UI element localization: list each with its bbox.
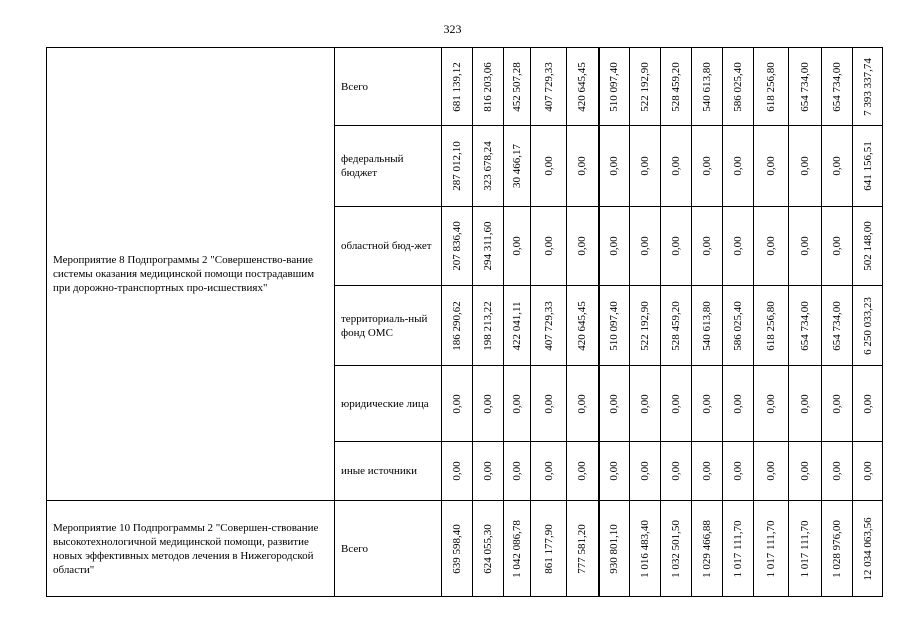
value-text: 0,00 (670, 236, 682, 256)
value-cell (853, 366, 883, 442)
value-cell (442, 207, 473, 286)
value-text: 0,00 (511, 461, 523, 481)
value-text: 930 801,10 (608, 523, 621, 574)
event-name-cell: Мероприятие 10 Подпрограммы 2 "Совершен-ствование высокотехнологичной медицинской помощи, развитие новых эффективных методов лечения в Нижегородской области" (47, 501, 335, 597)
value-text: 452 507,28 (511, 61, 523, 112)
value-text: 0,00 (701, 236, 713, 256)
value-cell (661, 126, 692, 207)
value-cell (442, 501, 473, 597)
value-text: 0,00 (511, 236, 523, 256)
value-text: 0,00 (482, 393, 494, 414)
value-text: 198 213,22 (482, 300, 494, 351)
value-text: 0,00 (861, 461, 874, 481)
value-text: 816 203,06 (482, 61, 494, 112)
value-cell (599, 442, 630, 501)
funding-source-cell: Всего (335, 48, 442, 126)
value-text: 0,00 (799, 393, 811, 414)
funding-source-cell: областной бюд-жет (335, 207, 442, 286)
value-text: 0,00 (542, 156, 555, 176)
value-cell (853, 126, 883, 207)
value-cell (754, 442, 789, 501)
value-cell (442, 48, 473, 126)
value-text: 0,00 (576, 236, 589, 256)
value-cell (754, 48, 789, 126)
value-text: 0,00 (765, 236, 777, 256)
value-cell (599, 501, 630, 597)
value-cell (531, 286, 567, 366)
value-cell (822, 501, 853, 597)
value-text: 681 139,12 (451, 61, 463, 112)
funding-source-cell: Всего (335, 501, 442, 597)
value-cell (567, 501, 599, 597)
value-text: 294 311,60 (482, 221, 494, 271)
value-text: 0,00 (451, 393, 463, 414)
value-cell (473, 286, 504, 366)
value-cell (853, 48, 883, 126)
value-text: 207 836,40 (451, 221, 463, 271)
value-text: 1 032 501,50 (670, 519, 682, 578)
value-cell (567, 442, 599, 501)
value-text: 528 459,20 (670, 300, 682, 351)
value-text: 323 678,24 (482, 141, 494, 191)
value-cell (473, 207, 504, 286)
value-text: 7 393 337,74 (861, 57, 874, 116)
value-text: 0,00 (765, 393, 777, 414)
value-cell (692, 48, 723, 126)
value-text: 654 734,00 (799, 300, 811, 351)
value-text: 0,00 (765, 461, 777, 481)
value-text: 0,00 (732, 236, 744, 256)
value-text: 407 729,33 (542, 61, 555, 112)
value-cell (504, 442, 531, 501)
value-text: 420 645,45 (576, 300, 589, 351)
value-cell (661, 501, 692, 597)
value-cell (754, 501, 789, 597)
value-cell (473, 366, 504, 442)
value-text: 540 613,80 (701, 61, 713, 112)
funding-source-cell: территориаль-ный фонд ОМС (335, 286, 442, 366)
value-text: 0,00 (576, 156, 589, 176)
value-text: 0,00 (831, 156, 843, 176)
value-text: 540 613,80 (701, 300, 713, 351)
value-text: 0,00 (608, 156, 621, 176)
value-text: 1 016 483,40 (639, 519, 651, 578)
value-text: 1 042 086,78 (511, 519, 523, 578)
value-cell (661, 442, 692, 501)
value-cell (754, 286, 789, 366)
value-cell (723, 442, 754, 501)
value-text: 586 025,40 (732, 61, 744, 112)
value-cell (567, 48, 599, 126)
table-row (47, 501, 883, 597)
value-text: 510 097,40 (608, 61, 621, 112)
value-text: 0,00 (542, 461, 555, 481)
value-text: 0,00 (482, 461, 494, 481)
value-cell (822, 366, 853, 442)
value-cell (599, 48, 630, 126)
value-cell (789, 207, 822, 286)
value-cell (723, 48, 754, 126)
value-text: 1 029 466,88 (701, 519, 713, 578)
value-text: 0,00 (831, 236, 843, 256)
value-cell (692, 442, 723, 501)
value-cell (473, 501, 504, 597)
value-cell (853, 286, 883, 366)
value-text: 777 581,20 (576, 523, 589, 574)
value-text: 0,00 (542, 236, 555, 256)
value-cell (630, 442, 661, 501)
value-cell (661, 48, 692, 126)
value-cell (789, 501, 822, 597)
value-cell (442, 286, 473, 366)
value-cell (723, 286, 754, 366)
value-cell (822, 286, 853, 366)
value-text: 0,00 (542, 393, 555, 414)
value-cell (789, 126, 822, 207)
value-cell (531, 366, 567, 442)
value-text: 0,00 (732, 393, 744, 414)
value-cell (723, 207, 754, 286)
value-text: 0,00 (701, 393, 713, 414)
value-cell (692, 126, 723, 207)
value-cell (661, 286, 692, 366)
value-cell (630, 48, 661, 126)
value-cell (567, 366, 599, 442)
value-cell (789, 366, 822, 442)
value-text: 0,00 (732, 461, 744, 481)
value-cell (504, 366, 531, 442)
value-cell (822, 126, 853, 207)
value-cell (630, 366, 661, 442)
value-text: 0,00 (799, 156, 811, 176)
value-cell (692, 207, 723, 286)
value-text: 618 256,80 (765, 61, 777, 112)
funding-source-cell: юридические лица (335, 366, 442, 442)
value-cell (692, 501, 723, 597)
value-cell (789, 442, 822, 501)
value-text: 422 041,11 (511, 300, 523, 351)
value-cell (599, 366, 630, 442)
value-cell (504, 48, 531, 126)
value-text: 0,00 (701, 461, 713, 481)
funding-table (46, 47, 883, 597)
value-text: 407 729,33 (542, 300, 555, 351)
value-text: 0,00 (799, 461, 811, 481)
value-text: 0,00 (608, 461, 621, 481)
value-text: 502 148,00 (861, 221, 874, 271)
value-cell (692, 366, 723, 442)
value-cell (723, 126, 754, 207)
value-text: 654 734,00 (831, 300, 843, 351)
value-cell (473, 442, 504, 501)
table-row (47, 48, 883, 126)
value-cell (789, 286, 822, 366)
value-text: 654 734,00 (831, 61, 843, 112)
value-cell (442, 442, 473, 501)
value-text: 586 025,40 (732, 300, 744, 351)
value-cell (473, 126, 504, 207)
value-text: 0,00 (608, 393, 621, 414)
value-cell (531, 126, 567, 207)
value-cell (822, 442, 853, 501)
value-cell (567, 207, 599, 286)
value-text: 0,00 (639, 236, 651, 256)
value-cell (630, 207, 661, 286)
value-text: 0,00 (861, 393, 874, 414)
value-text: 0,00 (831, 461, 843, 481)
value-cell (630, 501, 661, 597)
value-text: 624 055,30 (482, 523, 494, 574)
value-cell (599, 126, 630, 207)
value-text: 420 645,45 (576, 61, 589, 112)
value-text: 641 156,51 (861, 141, 874, 191)
value-cell (723, 501, 754, 597)
value-text: 287 012,10 (451, 141, 463, 191)
value-cell (599, 207, 630, 286)
value-text: 510 097,40 (608, 300, 621, 351)
event-name-cell: Мероприятие 8 Подпрограммы 2 "Совершенство-вание системы оказания медицинской помощи пострадавшим при дорожно-транспортных про-исшествиях" (47, 48, 335, 501)
value-text: 639 598,40 (451, 523, 463, 574)
value-text: 0,00 (511, 393, 523, 414)
value-text: 0,00 (576, 393, 589, 414)
value-text: 528 459,20 (670, 61, 682, 112)
value-text: 30 466,17 (511, 144, 523, 188)
value-cell (630, 126, 661, 207)
value-cell (599, 286, 630, 366)
funding-source-cell: федеральный бюджет (335, 126, 442, 207)
value-text: 0,00 (639, 156, 651, 176)
value-text: 0,00 (670, 156, 682, 176)
value-cell (853, 501, 883, 597)
value-text: 0,00 (576, 461, 589, 481)
value-text: 0,00 (451, 461, 463, 481)
value-cell (442, 366, 473, 442)
value-text: 0,00 (639, 461, 651, 481)
value-text: 1 017 111,70 (799, 520, 811, 577)
value-cell (853, 207, 883, 286)
value-cell (822, 48, 853, 126)
value-text: 12 034 063,56 (861, 516, 874, 581)
value-cell (661, 207, 692, 286)
value-cell (692, 286, 723, 366)
value-text: 618 256,80 (765, 300, 777, 351)
value-text: 186 290,62 (451, 300, 463, 351)
value-cell (789, 48, 822, 126)
value-text: 0,00 (831, 393, 843, 414)
value-cell (504, 207, 531, 286)
value-cell (754, 207, 789, 286)
value-cell (754, 126, 789, 207)
value-cell (723, 366, 754, 442)
value-text: 0,00 (639, 393, 651, 414)
value-text: 0,00 (732, 156, 744, 176)
value-cell (504, 501, 531, 597)
value-cell (531, 48, 567, 126)
value-cell (442, 126, 473, 207)
value-text: 861 177,90 (542, 523, 555, 574)
page-number: 323 (443, 22, 462, 36)
value-text: 6 250 033,23 (861, 296, 874, 355)
value-text: 1 028 976,00 (831, 519, 843, 578)
value-cell (853, 442, 883, 501)
value-text: 0,00 (765, 156, 777, 176)
value-cell (567, 286, 599, 366)
value-text: 522 192,90 (639, 61, 651, 112)
value-cell (504, 286, 531, 366)
value-cell (567, 126, 599, 207)
value-cell (661, 366, 692, 442)
value-text: 0,00 (799, 236, 811, 256)
value-text: 0,00 (670, 461, 682, 481)
value-cell (754, 366, 789, 442)
value-text: 0,00 (701, 156, 713, 176)
value-text: 0,00 (608, 236, 621, 256)
value-text: 522 192,90 (639, 300, 651, 351)
funding-source-cell: иные источники (335, 442, 442, 501)
value-cell (504, 126, 531, 207)
value-cell (531, 442, 567, 501)
value-text: 1 017 111,70 (732, 520, 744, 577)
value-text: 1 017 111,70 (765, 520, 777, 577)
value-cell (531, 207, 567, 286)
value-text: 0,00 (670, 393, 682, 414)
value-cell (822, 207, 853, 286)
value-cell (473, 48, 504, 126)
value-cell (531, 501, 567, 597)
value-cell (630, 286, 661, 366)
value-text: 654 734,00 (799, 61, 811, 112)
